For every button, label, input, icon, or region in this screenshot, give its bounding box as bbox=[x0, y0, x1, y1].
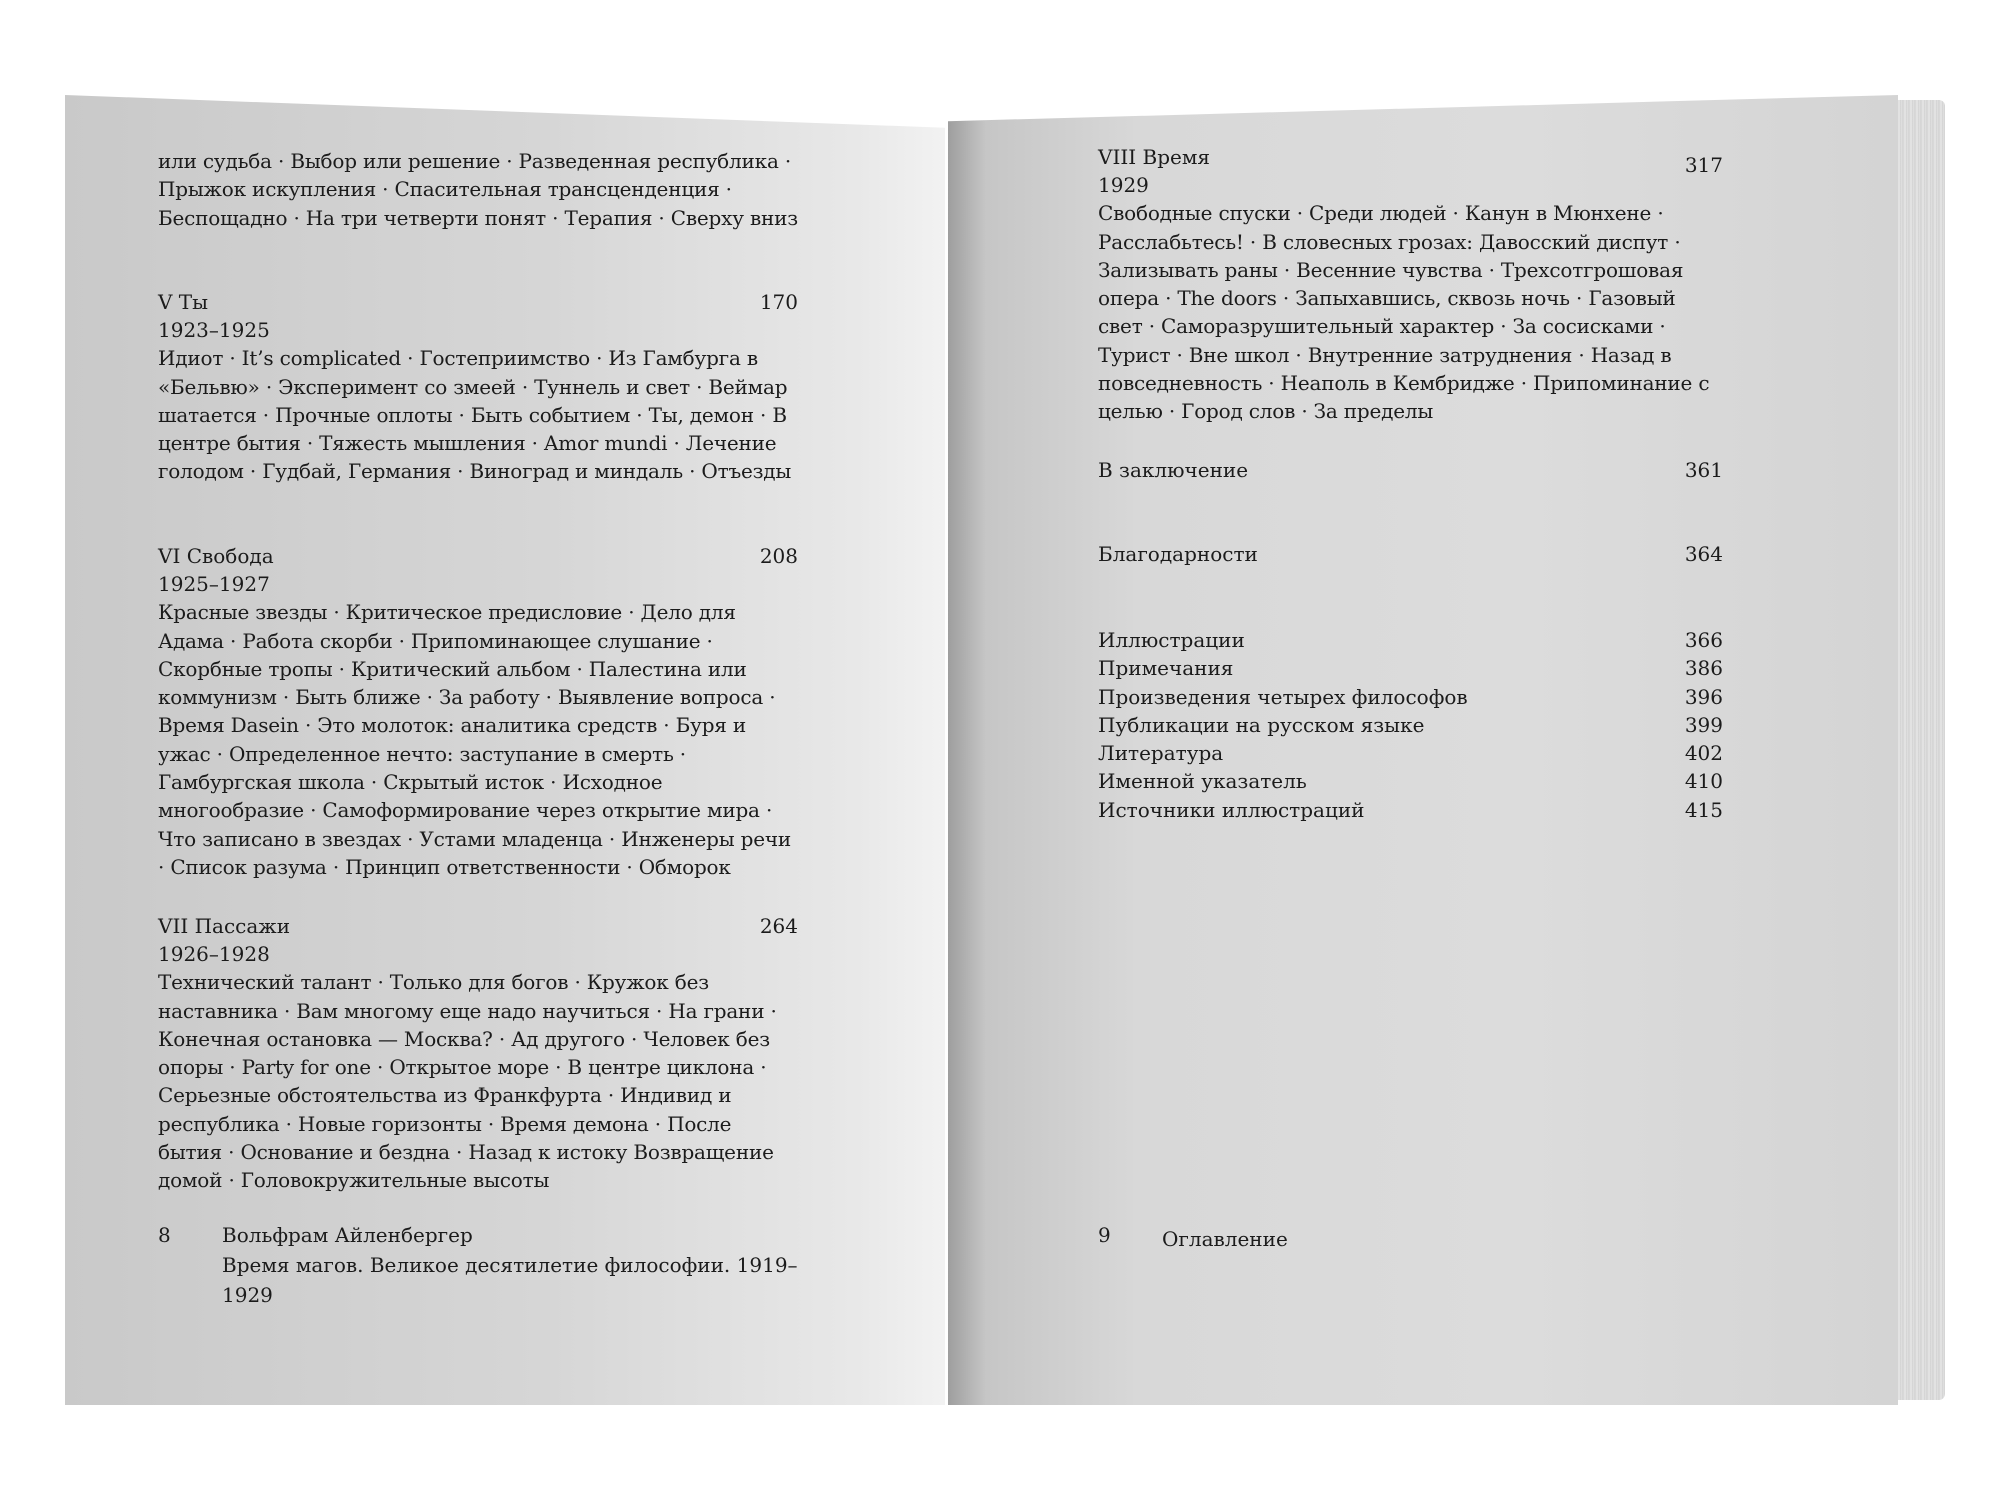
page-edges bbox=[1895, 100, 1945, 1400]
list-item bbox=[1098, 767, 1723, 795]
section-page-number: 264 bbox=[759, 914, 798, 938]
entry-page-number: 399 bbox=[1684, 712, 1723, 737]
section-page-number: 208 bbox=[759, 544, 798, 568]
entry-title[interactable]: Публикации на русском языке bbox=[1098, 712, 1425, 737]
page-number: 9 bbox=[1098, 1223, 1111, 1247]
entry-page-number: 386 bbox=[1684, 656, 1723, 681]
entry-title[interactable]: Примечания bbox=[1098, 656, 1234, 681]
toc-section-5 bbox=[158, 288, 798, 486]
section-topics: Красные звезды · Критическое предисловие · Дело для Адама · Работа скорби · Припоминающее слушание · Скорбные тропы · Критический альбом · Палестина или коммунизм · Быть ближе · За работу · Выявление вопроса · Время Dasein · Это молоток: аналитика средств · Буря и ужас · Определенное нечто: заступание в смерть · Гамбургская школа · Скрытый исток · Исходное многообразие · Самоформирование через открытие мира · Что записано в звездах · Устами младенца · Инженеры речи · Список разума · Принцип ответственности · Обморок bbox=[158, 600, 792, 879]
toc-section-8 bbox=[1098, 143, 1723, 426]
entry-title[interactable]: В заключение bbox=[1098, 458, 1249, 482]
entry-title[interactable]: Источники иллюстраций bbox=[1098, 797, 1365, 822]
toc-section-7 bbox=[158, 912, 798, 1195]
footer-label: Оглавление bbox=[1162, 1227, 1288, 1251]
section-topics: Свободные спуски · Среди людей · Канун в Мюнхене · Расслабьтесь! · В словесных грозах: Давосский диспут · Зализывать раны · Весенние чувства · Трехсотгрошовая опера · The doors · Запыхавшись, сквозь ночь · Газовый свет · Саморазрушительный характер · За сосисками · Турист · Вне школ · Внутренние затруднения · Назад в повседневность · Неаполь в Кембридже · Припоминание с целью · Город слов · За пределы bbox=[1098, 201, 1710, 424]
section-page-number: 317 bbox=[1684, 153, 1723, 177]
section-title[interactable]: VII Пассажи bbox=[158, 914, 291, 938]
footer-book-title: Время магов. Великое десятилетие философии. 1919–1929 bbox=[222, 1253, 798, 1307]
left-continuation bbox=[158, 147, 798, 232]
entry-page-number: 402 bbox=[1684, 741, 1723, 766]
toc-appendix-list bbox=[1098, 626, 1723, 824]
entry-page-number: 415 bbox=[1684, 797, 1723, 822]
section-years: 1929 bbox=[1098, 173, 1149, 197]
list-item bbox=[1098, 739, 1723, 767]
entry-page-number: 364 bbox=[1684, 542, 1723, 566]
list-item bbox=[1098, 654, 1723, 682]
section-topics: Технический талант · Только для богов · Кружок без наставника · Вам многому еще надо научиться · На грани · Конечная остановка — Москва? · Ад другого · Человек без опоры · Party for one · Открытое море · В центре циклона · Серьезные обстоятельства из Франкфурта · Индивид и республика · Новые горизонты · Время демона · После бытия · Основание и бездна · Назад к истоку Возвращение домой · Головокружительные высоты bbox=[158, 970, 777, 1193]
section-title[interactable]: VIII Время bbox=[1098, 145, 1211, 169]
toc-entry-thanks bbox=[1098, 540, 1723, 568]
entry-title[interactable]: Литература bbox=[1098, 741, 1224, 766]
toc-section-6 bbox=[158, 542, 798, 881]
section-years: 1925–1927 bbox=[158, 572, 270, 596]
section-years: 1926–1928 bbox=[158, 942, 270, 966]
entry-title[interactable]: Именной указатель bbox=[1098, 769, 1307, 794]
entry-title[interactable]: Произведения четырех философов bbox=[1098, 684, 1468, 709]
list-item bbox=[1098, 626, 1723, 654]
section-title[interactable]: VI Свобода bbox=[158, 544, 274, 568]
entry-page-number: 396 bbox=[1684, 684, 1723, 709]
section-page-number: 170 bbox=[759, 290, 798, 314]
entry-page-number: 410 bbox=[1684, 769, 1723, 794]
section-title[interactable]: V Ты bbox=[158, 290, 209, 314]
section-years: 1923–1925 bbox=[158, 318, 270, 342]
section-topics: Идиот · It’s complicated · Гостеприимство · Из Гамбурга в «Бельвю» · Эксперимент со змеей · Туннель и свет · Веймар шатается · Прочные оплоты · Быть событием · Ты, демон · В центре бытия · Тяжесть мышления · Amor mundi · Лечение голодом · Гудбай, Германия · Виноград и миндаль · Отъезды bbox=[158, 346, 792, 484]
page-number: 8 bbox=[158, 1223, 171, 1247]
entry-title[interactable]: Иллюстрации bbox=[1098, 628, 1245, 652]
list-item bbox=[1098, 796, 1723, 824]
list-item bbox=[1098, 683, 1723, 711]
entry-page-number: 366 bbox=[1684, 628, 1723, 652]
continuation-topics: или судьба · Выбор или решение · Разведенная республика · Прыжок искупления · Спасительная трансценденция · Беспощадно · На три четверти понят · Терапия · Сверху вниз bbox=[158, 149, 798, 230]
list-item bbox=[1098, 711, 1723, 739]
toc-entry-conclusion bbox=[1098, 456, 1723, 484]
entry-page-number: 361 bbox=[1684, 458, 1723, 482]
entry-title[interactable]: Благодарности bbox=[1098, 542, 1258, 566]
footer-author: Вольфрам Айленбергер bbox=[222, 1223, 473, 1247]
